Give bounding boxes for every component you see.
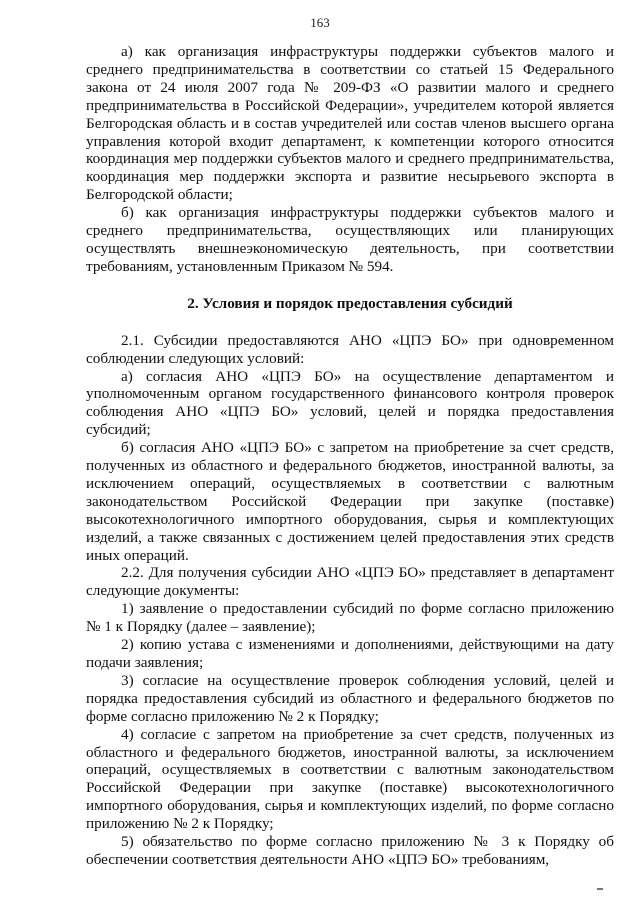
section-heading: 2. Условия и порядок предоставления субсидий	[187, 294, 513, 312]
list-item-4: 4) согласие с запретом на приобретение за счет средств, полученных из областного и федерального бюджетов, иностранной валюты, за исключением операций, осуществляемых в соответствии с валютным законодательством Российской Федерации при закупке (поставке) высокотехнологичного импортного оборудования, сырья и комплектующих изделий, по форме согласно приложению № 2 к Порядку;	[86, 725, 614, 833]
paragraph-2-1: 2.1. Субсидии предоставляются АНО «ЦПЭ БО» при одновременном соблюдении следующих условий:	[86, 331, 614, 367]
paragraph-2-2: 2.2. Для получения субсидии АНО «ЦПЭ БО» представляет в департамент следующие документы:	[86, 564, 614, 600]
list-item-1: 1) заявление о предоставлении субсидий по форме согласно приложению № 1 к Порядку (далее – заявление);	[86, 600, 614, 636]
paragraph-2-1-a: а) согласия АНО «ЦПЭ БО» на осуществление департаментом и уполномоченным органом государственного финансового контроля проверок соблюдения АНО «ЦПЭ БО» условий, целей и порядка предоставления субсидий;	[86, 367, 614, 439]
paragraph-intro-b: б) как организация инфраструктуры поддержки субъектов малого и среднего предпринимательства, осуществляющих или планирующих осуществлять внешнеэкономическую деятельность, при соответствии требованиям, установленным Приказом № 594.	[86, 204, 614, 275]
scan-mark	[597, 888, 603, 890]
list-item-2: 2) копию устава с изменениями и дополнениями, действующими на дату подачи заявления;	[86, 636, 614, 671]
paragraph-intro-a: а) как организация инфраструктуры поддержки субъектов малого и среднего предпринимательства в соответствии со статьей 15 Федерального закона от 24 июля 2007 года № 209-ФЗ «О развитии малого и среднего предпринимательства в Российской Федерации», учредителем которой является Белгородская область и в состав учредителей или состав членов высшего органа управления которой входит департамент, к компетенции которого относится координация мер поддержки субъектов малого и среднего предпринимательства, координация мер поддержки экспорта и развитие несырьевого экспорта в Белгородской области;	[86, 43, 614, 204]
list-item-5: 5) обязательство по форме согласно приложению № 3 к Порядку об обеспечении соответствия деятельности АНО «ЦПЭ БО» требованиям,	[86, 833, 614, 868]
page-number: 163	[310, 15, 330, 30]
document-body	[86, 43, 614, 869]
paragraph-2-1-b: б) согласия АНО «ЦПЭ БО» с запретом на приобретение за счет средств, полученных из областного и федерального бюджетов, иностранной валюты, за исключением операций, осуществляемых в соответствии с валютным законодательством Российской Федерации при закупке (поставке) высокотехнологичного импортного оборудования, сырья и комплектующих изделий, а также связанных с достижением целей предоставления этих средств иных операций.	[86, 439, 614, 564]
list-item-3: 3) согласие на осуществление проверок соблюдения условий, целей и порядка предоставления субсидий из областного и федерального бюджетов по форме согласно приложению № 2 к Порядку;	[86, 671, 614, 725]
